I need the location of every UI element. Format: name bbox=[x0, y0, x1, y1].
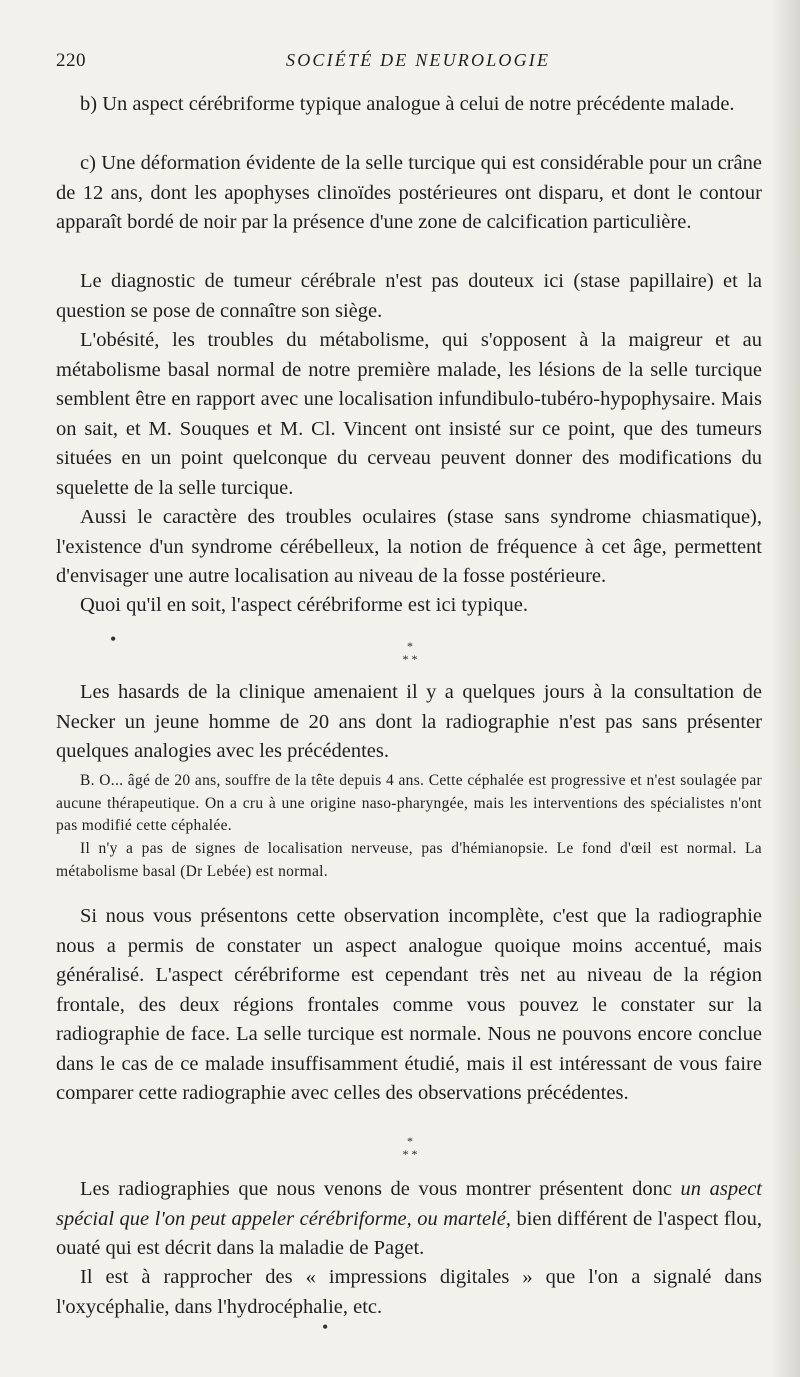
paragraph-radiographies bbox=[56, 1175, 762, 1264]
paragraph-presentation: Si nous vous présentons cette observation incomplète, c'est que la radiographie nous a permis de constater un aspect analogue quoique moins accentué, mais généralisé. L'aspect cérébriforme est cependant très net au niveau de la région frontale, des deux régions frontales comme vous pouvez le constater sur la radiographie de face. La selle turcique est normale. Nous ne pouvons encore conclue dans le cas de ce malade insuffisamment étudié, mais il est intéressant de vous faire comparer cette radiographie avec celles des observations précédentes. bbox=[56, 905, 762, 1104]
paragraph-c: c) Une déformation évidente de la selle turcique qui est considérable pour un crâne de 12 ans, dont les apophyses clinoïdes postérieures ont disparu, et dont le contour apparaît bordé de noir par la présence d'une zone de calcification particulière. bbox=[56, 152, 762, 233]
paragraph-conclusion-typique: Quoi qu'il en soit, l'aspect cérébriforme est ici typique. bbox=[80, 594, 529, 616]
asterism-bottom-stars: * * bbox=[402, 652, 418, 666]
radiographies-italic-phrase: un aspect spécial que l'on peut appeler cérébriforme, ou martelé, bbox=[56, 1178, 762, 1230]
radiographies-text-end: bien différent de l'aspect flou, ouaté qui est décrit dans la maladie de Paget. bbox=[56, 1207, 762, 1259]
section-asterism-2 bbox=[380, 1135, 440, 1165]
page-header bbox=[56, 50, 756, 80]
running-title: SOCIÉTÉ DE NEUROLOGIE bbox=[286, 50, 551, 70]
bottom-speck-dot: • bbox=[322, 1317, 329, 1337]
paragraph-obesite: L'obésité, les troubles du métabolisme, qui s'opposent à la maigreur et au métabolisme basal normal de notre première malade, les lésions de la selle turcique semblent être en rapport avec une localisation infundibulo-tubéro-hypophysaire. Mais on sait, et M. Souques et M. Cl. Vincent ont insisté sur ce point, que des tumeurs situées en un point quelconque du cerveau peuvent donner des modifications du squelette de la selle turcique. bbox=[56, 329, 762, 499]
page-edge-shadow bbox=[772, 0, 800, 1377]
speck-dot: • bbox=[110, 629, 117, 649]
paragraph-diagnostic: Le diagnostic de tumeur cérébrale n'est pas douteux ici (stase papillaire) et la question se pose de connaître son siège. bbox=[56, 270, 762, 322]
radiographies-text-start: Les radiographies que nous venons de vous montrer présentent donc bbox=[80, 1178, 681, 1200]
section-asterism-1 bbox=[380, 640, 440, 670]
page-number: 220 bbox=[56, 50, 86, 71]
asterism-bottom-stars: * * bbox=[402, 1147, 418, 1161]
observation-note-2: Il n'y a pas de signes de localisation nerveuse, pas d'hémianopsie. Le fond d'œil est normal. La métabolisme basal (Dr Lebée) est normal. bbox=[56, 840, 762, 880]
asterism-top-star: * bbox=[407, 639, 413, 653]
paragraph-impressions-digitales: Il est à rapprocher des « impressions digitales » que l'on a signalé dans l'oxycéphalie, dans l'hydrocéphalie, etc. bbox=[56, 1266, 762, 1318]
observation-note-1: B. O... âgé de 20 ans, souffre de la tête depuis 4 ans. Cette céphalée est progressive et n'est soulagée par aucune thérapeutique. On a cru à une origine naso-pharyngée, mais les interventions des spécialistes n'ont pas modifié cette céphalée. bbox=[56, 772, 762, 834]
paragraph-hasards-clinique: Les hasards de la clinique amenaient il y a quelques jours à la consultation de Necker un jeune homme de 20 ans dont la radiographie n'est pas sans présenter quelques analogies avec les précédentes. bbox=[56, 681, 762, 762]
paragraph-troubles-oculaires: Aussi le caractère des troubles oculaires (stase sans syndrome chiasmatique), l'existence d'un syndrome cérébelleux, la notion de fréquence à cet âge, permettent d'envisager une autre localisation au niveau de la fosse postérieure. bbox=[56, 506, 762, 587]
asterism-top-star: * bbox=[407, 1134, 413, 1148]
paragraph-b: b) Un aspect cérébriforme typique analogue à celui de notre précédente malade. bbox=[80, 93, 735, 115]
